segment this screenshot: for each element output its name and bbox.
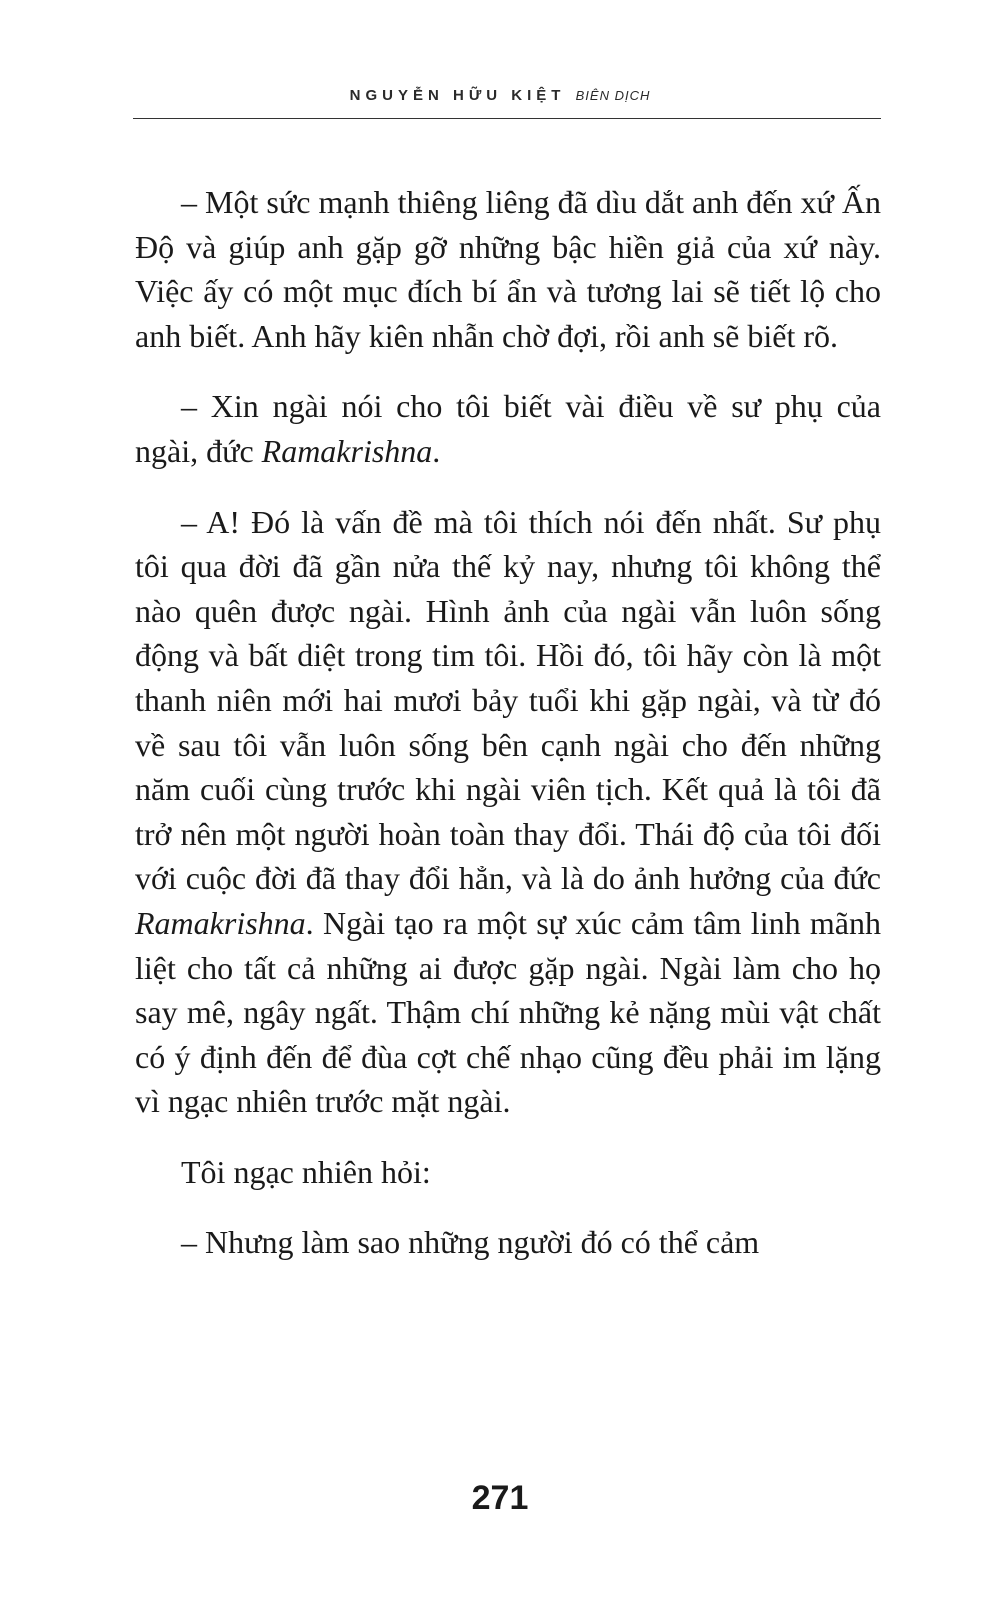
paragraph-1: – Một sức mạnh thiêng liêng đã dìu dắt anh đến xứ Ấn Độ và giúp anh gặp gỡ những bậc hiền giả của xứ này. Việc ấy có một mục đích bí ẩn và tương lai sẽ tiết lộ cho anh biết. Anh hãy kiên nhẫn chờ đợi, rồi anh sẽ biết rõ. (135, 184, 881, 354)
paragraph-3 (135, 500, 881, 1124)
running-header (0, 86, 1000, 106)
paragraph-2-text: – Xin ngài nói cho tôi biết vài điều về sư phụ của ngài, đức (135, 388, 881, 469)
paragraph-4: Tôi ngạc nhiên hỏi: (181, 1153, 431, 1190)
paragraph-3-end: . Ngài tạo ra một sự xúc cảm tâm linh mãnh liệt cho tất cả những ai được gặp ngài. Ngài làm cho họ say mê, ngây ngất. Thậm chí những kẻ nặng mùi vật chất có ý định đến để đùa cợt chế nhạo cũng đều phải im lặng vì ngạc nhiên trước mặt ngài. (135, 904, 881, 1120)
paragraph-2 (135, 384, 881, 473)
paragraph-3-name: Ramakrishna (135, 904, 306, 941)
page-number: 271 (471, 1479, 529, 1517)
header-role: BIÊN DỊCH (575, 88, 651, 103)
body-text (135, 180, 881, 1265)
paragraph-3-text: – A! Đó là vấn đề mà tôi thích nói đến nhất. Sư phụ tôi qua đời đã gần nửa thế kỷ nay, nhưng tôi không thể nào quên được ngài. Hình ảnh của ngài vẫn luôn sống động và bất diệt trong tim tôi. Hồi đó, tôi hãy còn là một thanh niên mới hai mươi bảy tuổi khi gặp ngài, và từ đó về sau tôi vẫn luôn sống bên cạnh ngài cho đến những năm cuối cùng trước khi ngài viên tịch. Kết quả là tôi đã trở nên một người hoàn toàn thay đổi. Thái độ của tôi đối với cuộc đời đã thay đổi hẳn, và là do ảnh hưởng của đức (135, 503, 881, 897)
paragraph-2-name: Ramakrishna (261, 432, 433, 469)
paragraph-5: – Nhưng làm sao những người đó có thể cảm (181, 1224, 760, 1261)
paragraph-2-end: . (432, 432, 441, 469)
header-rule (133, 118, 881, 119)
header-author: NGUYỄN HỮU KIỆT (349, 87, 566, 104)
